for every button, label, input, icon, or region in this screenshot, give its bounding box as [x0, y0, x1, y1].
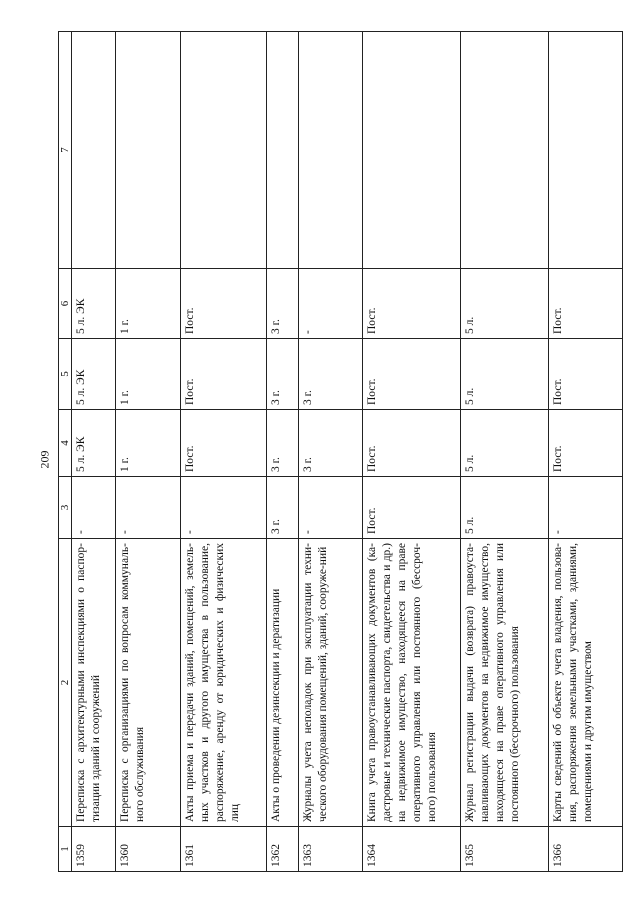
row-col-4: 1 г.: [115, 410, 181, 477]
row-col-3: 3 г.: [266, 477, 299, 539]
row-number: 1366: [548, 827, 622, 872]
row-col-5: Пост.: [181, 339, 266, 410]
table-row: [72, 32, 116, 872]
row-description: Акты приема и передачи зданий, помещений, земель-ных участков и другого имущества в пользование, распоряжение, аренду от юридических и физических лиц: [181, 539, 266, 827]
table-row: [181, 32, 266, 872]
row-col-4: 5 л. ЭК: [72, 410, 116, 477]
row-number: 1364: [362, 827, 460, 872]
row-col-5: 3 г.: [299, 339, 362, 410]
row-col-5: Пост.: [548, 339, 622, 410]
row-description: Книга учета правоустанавливающих документов (ка-дастровые и технические паспорта, свидетельства и др.) на недвижимое имущество, находящееся на праве оперативного управления или постоянного (бессроч-ного) пользования: [362, 539, 460, 827]
row-col-5: 5 л.: [461, 339, 548, 410]
table-row: [115, 32, 181, 872]
row-col-5: 1 г.: [115, 339, 181, 410]
row-col-3: 5 л.: [461, 477, 548, 539]
row-description: Переписка с организациями по вопросам коммуналь-ного обслуживания: [115, 539, 181, 827]
row-col-3: -: [72, 477, 116, 539]
row-col-6: 5 л.: [461, 269, 548, 339]
column-header-5: 5: [59, 339, 72, 410]
row-col-7: [362, 32, 460, 269]
table-row: [548, 32, 622, 872]
row-col-6: Пост.: [362, 269, 460, 339]
row-number: 1361: [181, 827, 266, 872]
column-header-4: 4: [59, 410, 72, 477]
row-col-3: Пост.: [362, 477, 460, 539]
row-col-4: Пост.: [181, 410, 266, 477]
table-row: [461, 32, 548, 872]
row-description: Карты сведений об объекте учета владения, пользова-ния, распоряжения земельными участками, зданиями, помещениями и другим имуществом: [548, 539, 622, 827]
column-header-3: 3: [59, 477, 72, 539]
table-row: [266, 32, 299, 872]
row-col-3: -: [299, 477, 362, 539]
header-row: [59, 32, 72, 872]
row-number: 1365: [461, 827, 548, 872]
row-col-4: Пост.: [548, 410, 622, 477]
column-header-7: 7: [59, 32, 72, 269]
table-body: [72, 32, 623, 872]
row-col-4: 3 г.: [266, 410, 299, 477]
row-col-7: [299, 32, 362, 269]
row-number: 1362: [266, 827, 299, 872]
rotated-table-container: [58, 32, 623, 872]
column-header-6: 6: [59, 269, 72, 339]
row-col-5: 3 г.: [266, 339, 299, 410]
row-col-5: 5 л. ЭК: [72, 339, 116, 410]
row-col-7: [181, 32, 266, 269]
table-row: [299, 32, 362, 872]
row-col-7: [461, 32, 548, 269]
row-number: 1359: [72, 827, 116, 872]
row-col-5: Пост.: [362, 339, 460, 410]
register-table: [58, 31, 623, 872]
row-col-7: [115, 32, 181, 269]
table-row: [362, 32, 460, 872]
row-col-3: -: [548, 477, 622, 539]
table-header: [59, 32, 72, 872]
row-col-4: 3 г.: [299, 410, 362, 477]
row-col-6: 3 г.: [266, 269, 299, 339]
row-col-6: Пост.: [181, 269, 266, 339]
row-number: 1363: [299, 827, 362, 872]
row-col-4: 5 л.: [461, 410, 548, 477]
row-col-6: 5 л. ЭК: [72, 269, 116, 339]
column-header-2: 2: [59, 539, 72, 827]
row-description: Журналы учета неполадок при эксплуатации техни-ческого оборудования помещений, зданий, сооруже-ний: [299, 539, 362, 827]
row-description: Акты о проведении дезинсекции и дератизации: [266, 539, 299, 827]
row-col-7: [266, 32, 299, 269]
row-col-6: Пост.: [548, 269, 622, 339]
row-col-3: -: [115, 477, 181, 539]
column-header-1: 1: [59, 827, 72, 872]
row-col-6: -: [299, 269, 362, 339]
row-col-6: 1 г.: [115, 269, 181, 339]
row-description: Журнал регистрации выдачи (возврата) правоуста-навливающих документов на недвижимое имущество, находящееся на праве оперативного управления или постоянного (бессрочного) пользования: [461, 539, 548, 827]
row-col-7: [548, 32, 622, 269]
row-col-3: -: [181, 477, 266, 539]
row-col-4: Пост.: [362, 410, 460, 477]
row-description: Переписка с архитектурными инспекциями о паспор-тизации зданий и сооружений: [72, 539, 116, 827]
page-number: 209: [37, 450, 52, 469]
row-number: 1360: [115, 827, 181, 872]
row-col-7: [72, 32, 116, 269]
